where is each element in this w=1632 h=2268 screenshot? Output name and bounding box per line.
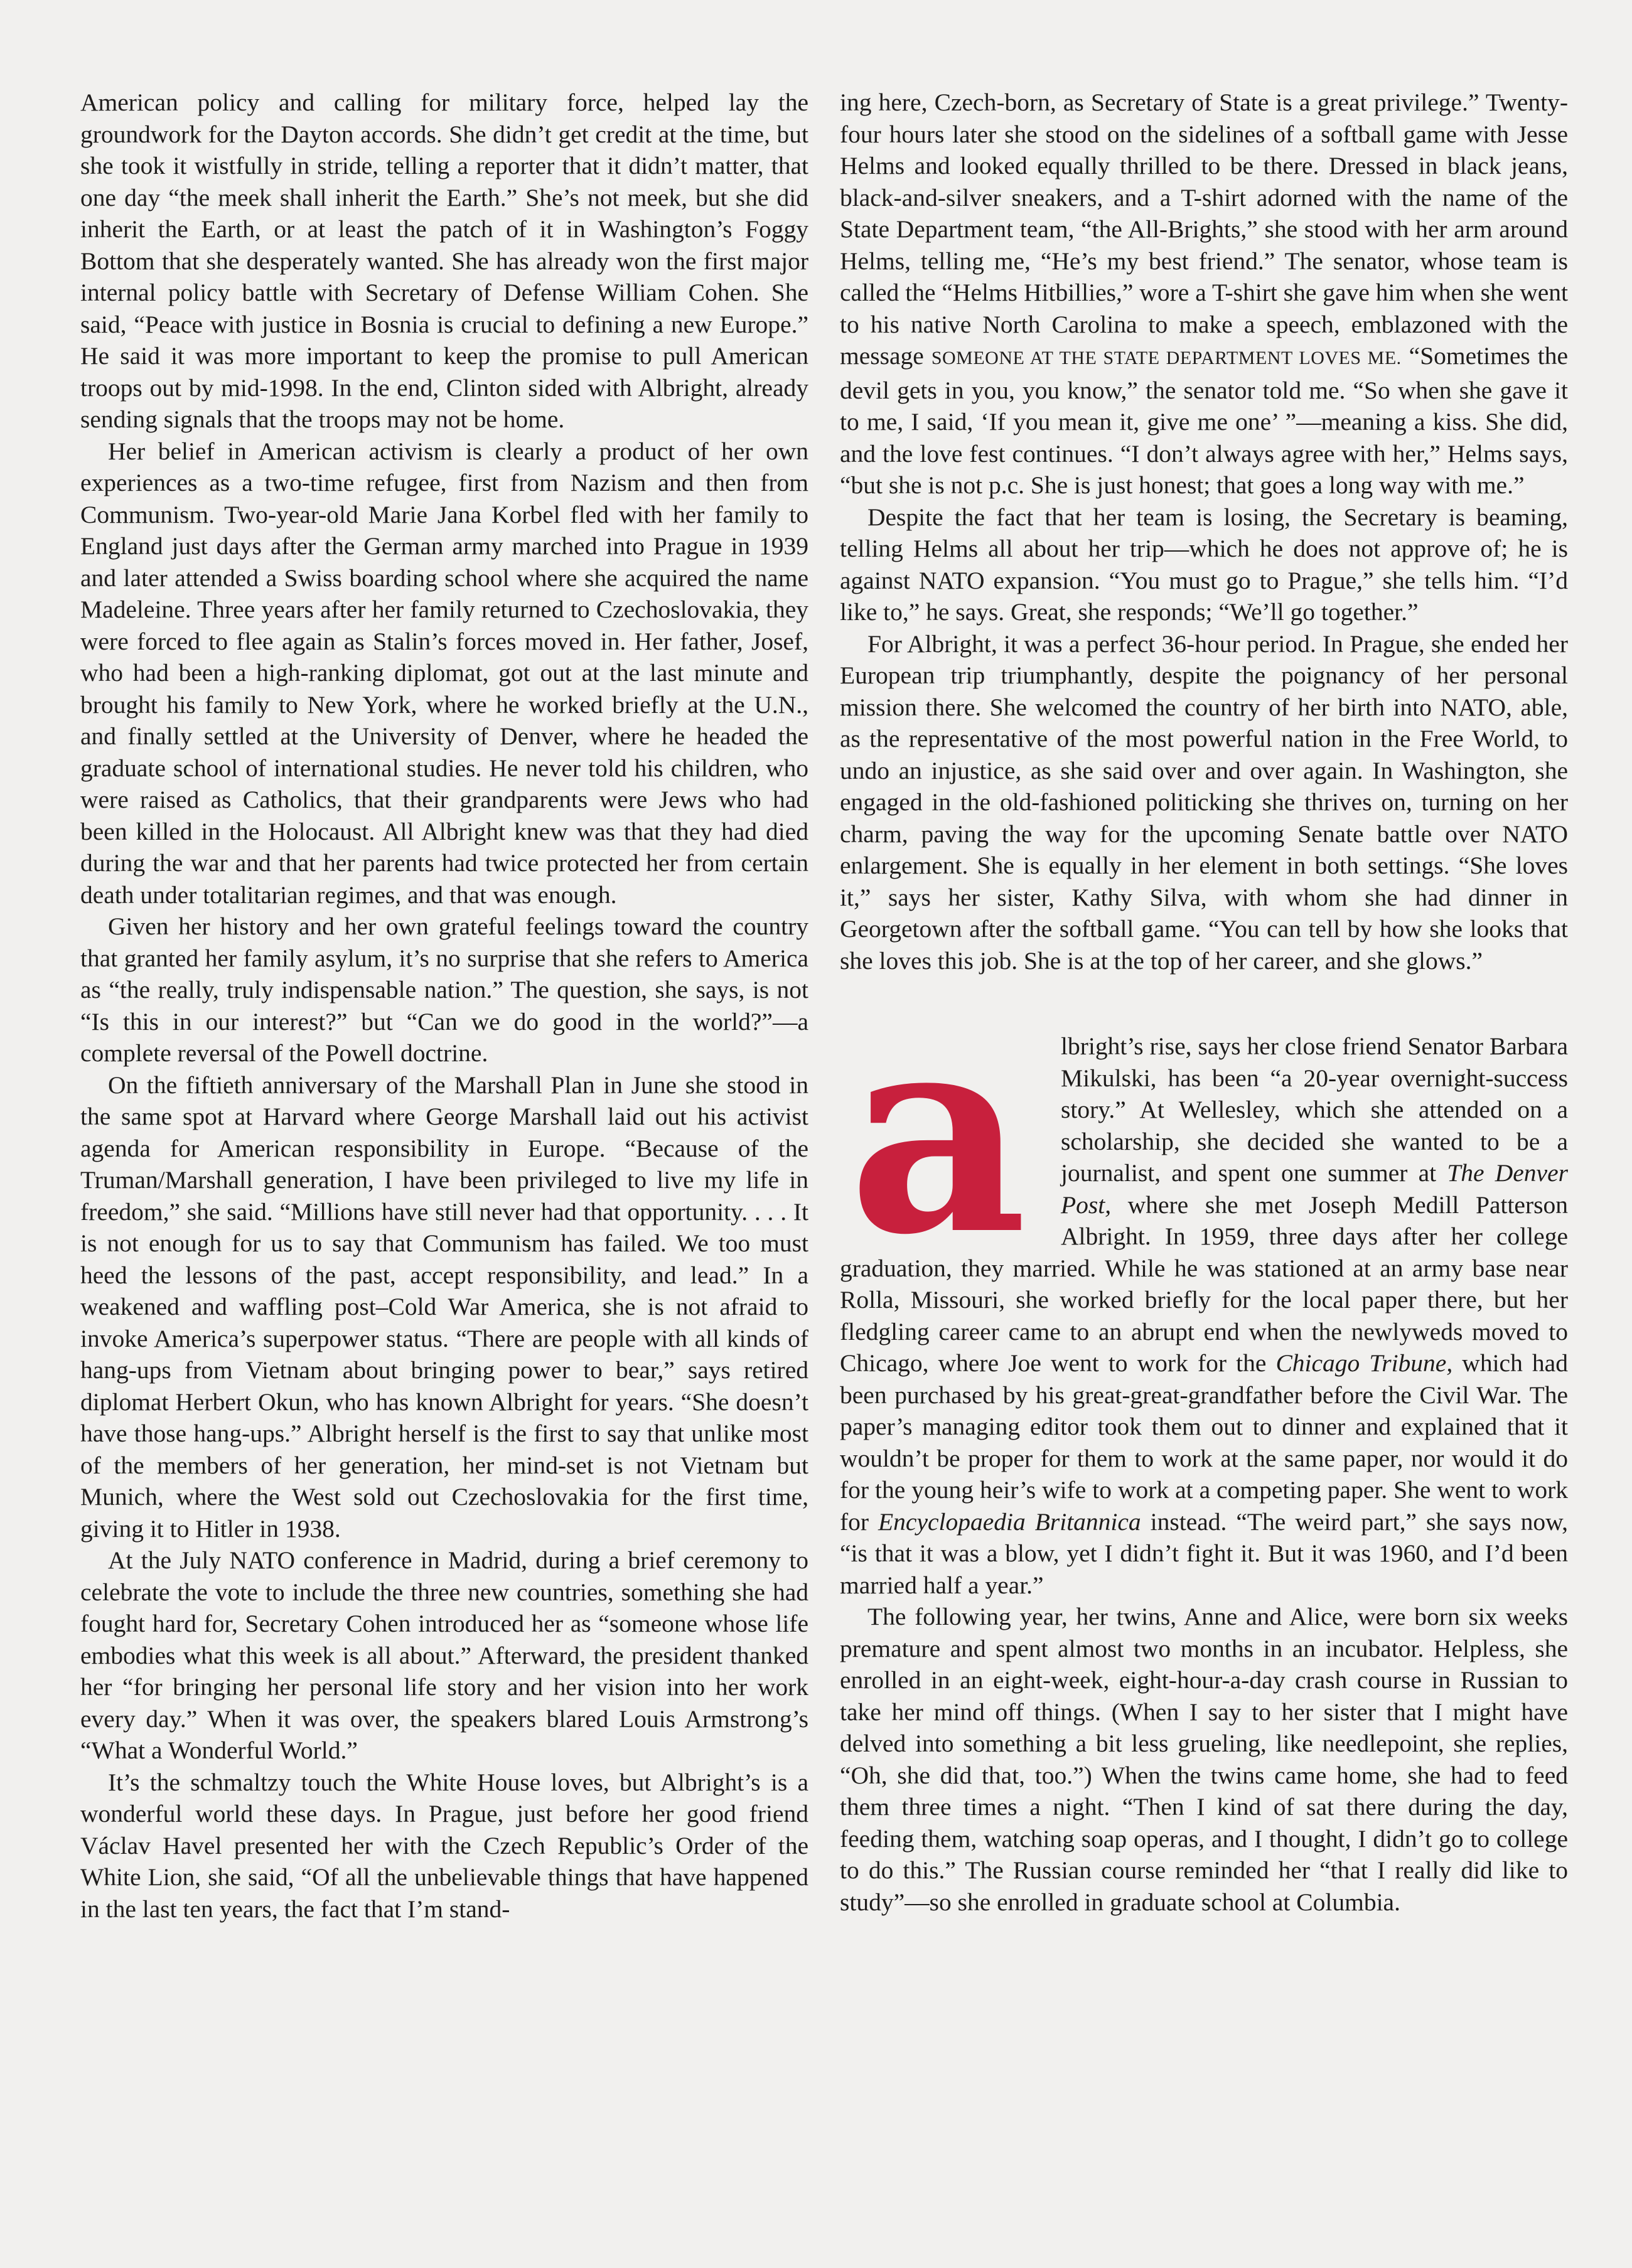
- paragraph: The following year, her twins, Anne and Alice, were born six weeks premature and spent almost two months in an incubator. Helpless, she enrolled in an eight-week, eight-hour-a-day crash course in Russian to take her mind off things. (When I say to her sister that I might have delved into something a bit less grueling, like needlepoint, she replies, “Oh, she did that, too.”) When the twins came home, she had to feed them three times a night. “Then I kind of sat there during the day, feeding them, watching soap operas, and I thought, I didn’t go to college to do this.” The Russian course reminded her “that I really did like to study”—so she enrolled in graduate school at Columbia.: [840, 1603, 1568, 1916]
- section-break: [840, 976, 1568, 1030]
- paragraph: For Albright, it was a perfect 36-hour period. In Prague, she ended her European trip triumphantly, despite the poignancy of her personal mission there. She welcomed the country of her birth into NATO, able, as the representative of the most powerful nation in the Free World, to undo an injustice, as she said over and over again. In Washington, she engaged in the old-fashioned politicking she thrives on, turning on her charm, paving the way for the upcoming Senate battle over NATO enlargement. She is equally in her element in both settings. “She loves it,” says her sister, Kathy Silva, with whom she had dinner in Georgetown after the softball game. “You can tell by how she looks that she loves this job. She is at the top of her career, and she glows.”: [840, 629, 1568, 975]
- publication-title: Encyclopaedia Britannica: [878, 1507, 1141, 1536]
- paragraph: At the July NATO conference in Madrid, during a brief ceremony to celebrate the vote to include the three new countries, something she had fought hard for, Secretary Cohen introduced her as “someone whose life embodies what this week is all about.” Afterward, the president thanked her “for bringing her personal life story and her vision into her work every day.” When it was over, the speakers blared Louis Armstrong’s “What a Wonderful World.”: [80, 1546, 808, 1764]
- section-two: [840, 1030, 1568, 1918]
- t-shirt-message: SOMEONE AT THE STATE DEPARTMENT LOVES ME.: [931, 348, 1402, 368]
- paragraph: American policy and calling for military force, helped lay the groundwork for the Dayton accords. She didn’t get credit at the time, but she took it wistfully in stride, telling a reporter that it didn’t matter, that one day “the meek shall inherit the Earth.” She’s not meek, but she did inherit the Earth, or at least the patch of it in Washington’s Foggy Bottom that she desperately wanted. She has already won the first major internal policy battle with Secretary of Defense William Cohen. She said, “Peace with justice in Bosnia is crucial to defining a new Europe.” He said it was more important to keep the promise to pull American troops out by mid-1998. In the end, Clinton sided with Albright, already sending signals that the troops may not be home.: [80, 88, 808, 433]
- paragraph: On the fiftieth anniversary of the Marshall Plan in June she stood in the same spot at Harvard where George Marshall laid out his activist agenda for American responsibility in Europe. “Because of the Truman/Marshall generation, I have been privileged to live my life in freedom,” she said. “Millions have still never had that opportunity. . . . It is not enough for us to say that Communism has failed. We too must heed the lessons of the past, accept responsibility, and lead.” In a weakened and waffling post–Cold War America, she is not afraid to invoke America’s superpower status. “There are people with all kinds of hang-ups from Vietnam about bringing power to bear,” says retired diplomat Herbert Okun, who has known Albright for years. “She doesn’t have those hang-ups.” Albright herself is the first to say that unlike most of the members of her generation, her mind-set is not Vietnam but Munich, where the West sold out Czechoslovakia for the first time, giving it to Hitler in 1938.: [80, 1071, 808, 1543]
- paragraph: It’s the schmaltzy touch the White House loves, but Albright’s is a wonderful world these days. In Prague, just before her good friend Václav Havel presented her with the Czech Republic’s Order of the White Lion, she said, “Of all the unbelievable things that have happened in the last ten years, the fact that I’m stand-: [80, 1768, 808, 1923]
- publication-title: Chicago Tribune,: [1275, 1349, 1453, 1377]
- text-run: instead. “The weird part,” she says now, “is that it was a blow, yet I didn’t fight it. But it was 1960, and I’d been married half a year.”: [840, 1507, 1568, 1599]
- paragraph: Despite the fact that her team is losing, the Secretary is beaming, telling Helms all about her trip—which he does not approve of; he is against NATO expansion. “You must go to Prague,” she tells him. “I’d like to,” he says. Great, she responds; “We’ll go together.”: [840, 503, 1568, 626]
- left-column: [80, 87, 808, 1925]
- right-column: [840, 87, 1568, 1918]
- text-run: ing here, Czech-born, as Secretary of State is a great privilege.” Twenty-four hours later she stood on the sidelines of a softball game with Jesse Helms and looked equally thrilled to be there. Dressed in black jeans, black-and-silver sneakers, and a T-shirt adorned with the name of the State Department team, “the All-Brights,” she stood with her arm around Helms, telling me, “He’s my best friend.” The senator, whose team is called the “Helms Hitbillies,” wore a T-shirt she gave him when she went to his native North Carolina to make a speech, emblazoned with the message: [840, 88, 1568, 370]
- drop-cap: [831, 1030, 1044, 1238]
- drop-cap-letter: a: [848, 1030, 1028, 1238]
- text-run: lbright’s rise, says her close friend Senator Barbara Mikulski, has been “a 20-year overnight-success story.” At Wellesley, which she attended on a scholarship, she decided she wanted to be a journalist, and spent one summer at: [1061, 1032, 1568, 1187]
- publication-title: The Denver Post,: [1061, 1159, 1568, 1219]
- text-run: which had been purchased by his great-great-grandfather before the Civil War. The paper’s managing editor took them out to dinner and explained that it wouldn’t be proper for them to work at the same paper, nor would it do for the young heir’s wife to work at a competing paper. She went to work for: [840, 1349, 1568, 1536]
- paragraph: [840, 87, 1568, 501]
- paragraph: Her belief in American activism is clearly a product of her own experiences as a two-time refugee, first from Nazism and then from Communism. Two-year-old Marie Jana Korbel fled with her family to England just days after the German army marched into Prague in 1939 and later attended a Swiss boarding school where she acquired the name Madeleine. Three years after her family returned to Czechoslovakia, they were forced to flee again as Stalin’s forces moved in. Her father, Josef, who had been a high-ranking diplomat, got out at the last minute and brought his family to New York, where he worked briefly at the U.N., and finally settled at the University of Denver, where he headed the graduate school of international studies. He never told his children, who were raised as Catholics, that their grandparents were Jews who had been killed in the Holocaust. All Albright knew was that they had died during the war and that her parents had twice protected her from certain death under totalitarian regimes, and that was enough.: [80, 437, 808, 909]
- drop-cap-graphic: [831, 1030, 1044, 1238]
- text-run: where she met Joseph Medill Patterson Albright. In 1959, three days after her college graduation, they married. While he was stationed at an army base near Rolla, Missouri, she worked briefly for the local paper there, but her fledgling career came to an abrupt end when the newlyweds moved to Chicago, where Joe went to work for the: [840, 1190, 1568, 1377]
- text-run: “Sometimes the devil gets in you, you know,” the senator told me. “So when she gave it to me, I said, ‘If you mean it, give me one’ ”—meaning a kiss. She did, and the love fest continues. “I don’t always agree with her,” Helms says, “but she is not p.c. She is just honest; that goes a long way with me.”: [840, 342, 1568, 499]
- paragraph: Given her history and her own grateful feelings toward the country that granted her family asylum, it’s no surprise that she refers to America as “the really, truly indispensable nation.” The question, she says, is not “Is this in our interest?” but “Can we do good in the world?”—a complete reversal of the Powell doctrine.: [80, 912, 808, 1067]
